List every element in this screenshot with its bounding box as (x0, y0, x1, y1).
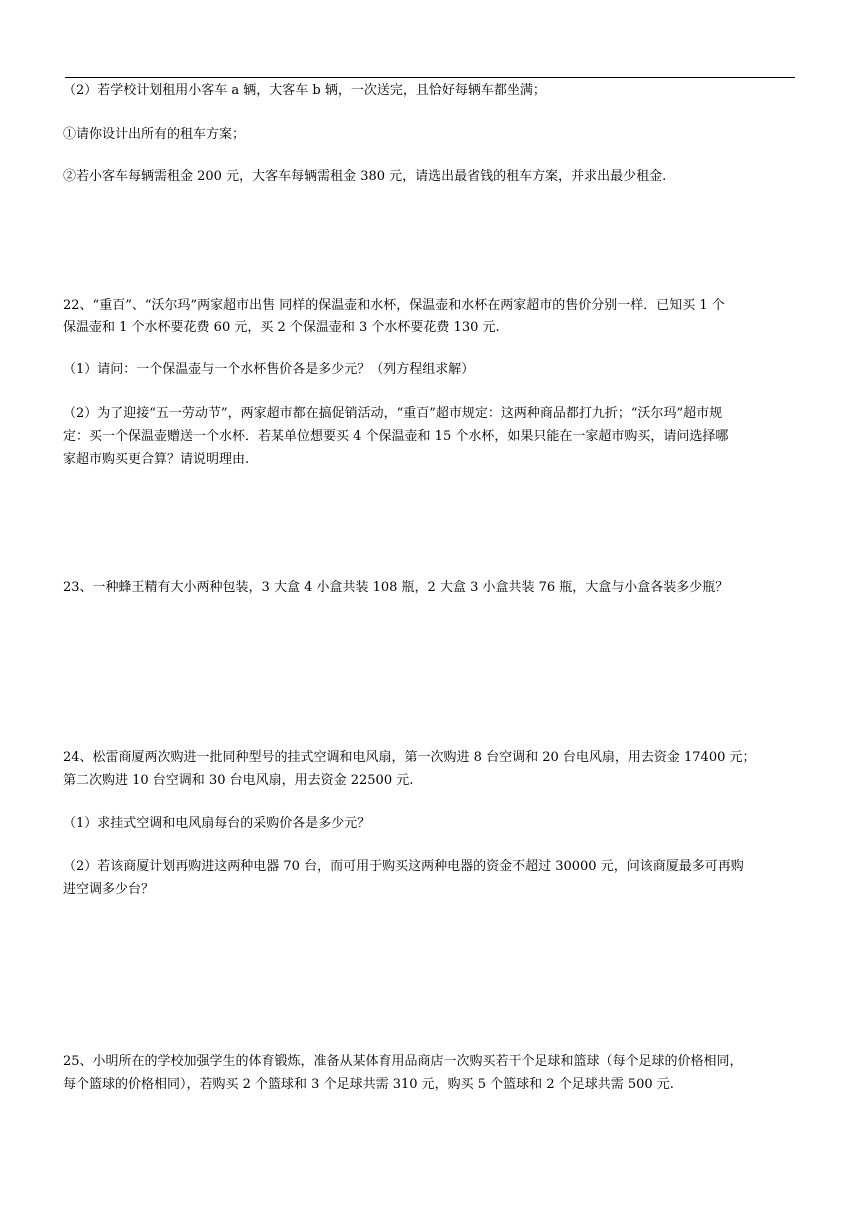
q21-part2-sub2: ②若小客车每辆需租金 200 元，大客车每辆需租金 380 元，请选出最省钱的租车方案，并求出最少租金. (63, 169, 667, 184)
q25-stem-line2: 每个篮球的价格相同），若购买 2 个篮球和 3 个足球共需 310 元，购买 5 个篮球和 2 个足球共需 500 元. (63, 1077, 674, 1092)
q24-part2-line2: 进空调多少台？ (63, 882, 155, 897)
q24-stem-line2: 第二次购进 10 台空调和 30 台电风扇，用去资金 22500 元. (63, 773, 414, 788)
q21-part2-line: （2）若学校计划租用小客车 a 辆，大客车 b 辆，一次送完，且恰好每辆车都坐满； (63, 83, 546, 98)
header-rule (65, 77, 795, 78)
q22-part1: （1）请问：一个保温壶与一个水杯售价各是多少元？（列方程组求解） (63, 362, 475, 377)
q22-stem-line2: 保温壶和 1 个水杯要花费 60 元，买 2 个保温壶和 3 个水杯要花费 130 元. (63, 320, 500, 335)
q22-part2-line1: （2）为了迎接“五一劳动节”，两家超市都在搞促销活动，“重百”超市规定：这两种商品都打九折；“沃尔玛”超市规 (63, 406, 723, 421)
q24-part2-line1: （2）若该商厦计划再购进这两种电器 70 台，而可用于购买这两种电器的资金不超过 30000 元，问该商厦最多可再购 (63, 859, 744, 874)
q22-part2-line2: 定：买一个保温壶赠送一个水杯．若某单位想要买 4 个保温壶和 15 个水杯，如果只能在一家超市购买，请问选择哪 (63, 429, 729, 444)
q23-stem: 23、一种蜂王精有大小两种包装，3 大盒 4 小盒共装 108 瓶，2 大盒 3 小盒共装 76 瓶，大盒与小盒各装多少瓶？ (63, 580, 729, 595)
q24-stem-line1: 24、松雷商厦两次购进一批同种型号的挂式空调和电风扇，第一次购进 8 台空调和 20 台电风扇，用去资金 17400 元； (63, 750, 756, 765)
q21-part2-sub1: ①请你设计出所有的租车方案； (63, 127, 246, 142)
q22-stem-line1: 22、“重百”、“沃尔玛”两家超市出售 同样的保温壶和水杯，保温壶和水杯在两家超市的售价分别一样．已知买 1 个 (63, 298, 725, 313)
q24-part1: （1）求挂式空调和电风扇每台的采购价各是多少元？ (63, 816, 371, 831)
q22-part2-line3: 家超市购买更合算？请说明理由. (63, 452, 250, 467)
q25-stem-line1: 25、小明所在的学校加强学生的体育锻炼，准备从某体育用品商店一次购买若干个足球和篮球（每个足球的价格相同， (63, 1054, 743, 1069)
